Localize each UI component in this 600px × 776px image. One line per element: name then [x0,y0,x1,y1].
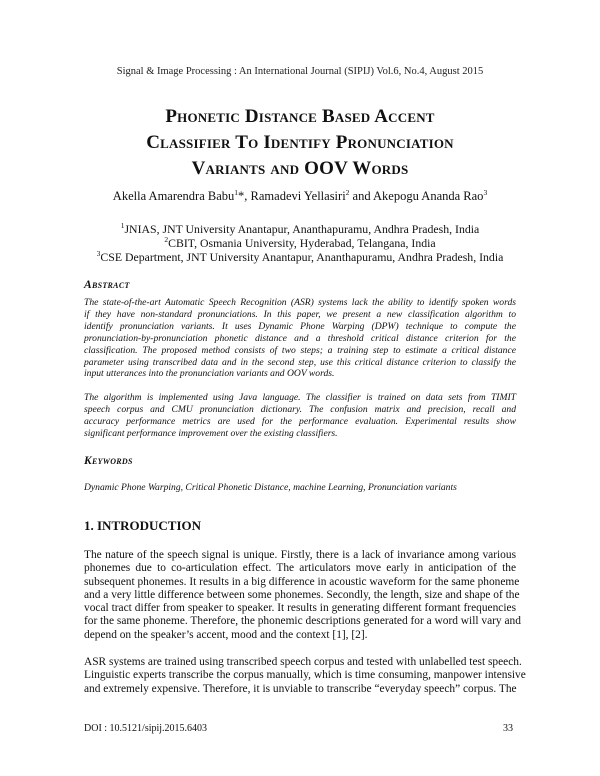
affil-text: CBIT, Osmania University, Hyderabad, Telangana, India [168,236,436,250]
abstract-paragraph [84,297,516,380]
affil-sup: 3 [96,249,101,259]
author-affil-sup: 1 [234,187,239,197]
affil-sup: 2 [164,235,169,245]
text-line: parameter using transcribed data and in the second step, use this critical distance criterion to classify the [84,356,516,368]
title-line: Phonetic Distance Based Accent [165,106,435,127]
abstract-heading: Abstract [84,279,130,291]
text-line: The state-of-the-art Automatic Speech Recognition (ASR) systems lack the ability to identify spoken words [84,297,516,308]
affil-text: JNIAS, JNT University Anantapur, Ananthapuramu, Andhra Pradesh, India [124,222,480,236]
title-line: Classifier To Identify Pronunciation [146,132,454,153]
affil-text: CSE Department, JNT University Anantapur, Ananthapuramu, Andhra Pradesh, India [100,250,504,264]
intro-heading: 1. INTRODUCTION [84,518,202,533]
text-line: if they have non-standard pronunciations. In this paper, we present a new classification algorithm to [84,308,516,320]
corresponding-mark: * [238,189,245,203]
text-line: pronunciation-by-pronunciation phonetic distance and a threshold critical distance criterion for the [84,332,516,344]
author-list [0,189,600,204]
text-line: identify pronunciation variants. It uses Dynamic Phone Warping (DPW) technique to compute the [84,320,516,332]
author-separator: and [349,189,374,203]
intro-paragraph [84,549,521,642]
affil-sup: 1 [120,221,125,231]
text-line: Linguistic experts transcribe the corpus manually, which is time consuming, manpower intensive [84,669,526,682]
text-line: accuracy performance metrics are used for the performance evaluation. Experimental results show [84,415,516,427]
text-line: vocal tract differ from speaker to speaker. It results in generating different formant frequencies [84,602,516,615]
journal-header: Signal & Image Processing : An International Journal (SIPIJ) Vol.6, No.4, August 2015 [116,66,484,77]
text-line: The algorithm is implemented using Java language. The classifier is trained on data sets from TIMIT [84,392,516,403]
page-number: 33 [503,723,513,734]
text-line: depend on the speaker’s accent, mood and the context [1], [2]. [84,628,368,641]
text-line: ASR systems are trained using transcribed speech corpus and tested with unlabelled test speech. [84,656,522,668]
text-line: phonemes due to co-articulation effect. The articulators move early in anticipation of the [84,562,516,575]
affiliation-line [0,222,600,236]
author-name: Akella Amarendra Babu [112,189,235,203]
text-line: The nature of the speech signal is unique. Firstly, there is a lack of invariance among various [84,549,516,561]
intro-paragraph [84,656,526,696]
affiliation-line [0,236,600,250]
text-line: Dynamic Phone Warping, Critical Phonetic Distance, machine Learning, Pronunciation variants [84,482,457,493]
text-line: classification. The proposed method consists of two steps; a training step to estimate a critical distance [84,344,516,356]
abstract-paragraph [84,392,516,440]
text-line: and extremely expensive. Therefore, it is unviable to transcribe “everyday speech” corpus. The [84,682,517,695]
text-line: for the same phoneme. Therefore, the phonemic descriptions generated for a word will vary and [84,615,521,628]
title-line: Variants and OOV Words [191,158,409,179]
author-affil-sup: 2 [345,187,350,197]
author-name: Akepogu Ananda Rao [373,189,484,203]
keywords-heading: Keywords [84,455,133,467]
text-line: speech corpus and CMU pronunciation dictionary. The confusion matrix and precision, recall and [84,403,516,415]
text-line: subsequent phonemes. It results in a big difference in acoustic waveform for the same phoneme [84,575,520,588]
text-line: significant performance improvement over the existing classifiers. [84,427,338,439]
affiliation-line [0,250,600,264]
text-line: input utterances into the pronunciation variants and OOV words. [84,368,335,380]
keywords-text [84,482,516,494]
author-name: Ramadevi Yellasiri [250,189,346,203]
affiliations [0,222,600,264]
text-line: and a very little difference between some phonemes. Secondly, the length, size and shape of the [84,588,520,601]
doi-footer: DOI : 10.5121/sipij.2015.6403 [84,723,208,734]
author-affil-sup: 3 [483,187,488,197]
paper-title [60,104,540,182]
author-separator: , [244,189,251,203]
